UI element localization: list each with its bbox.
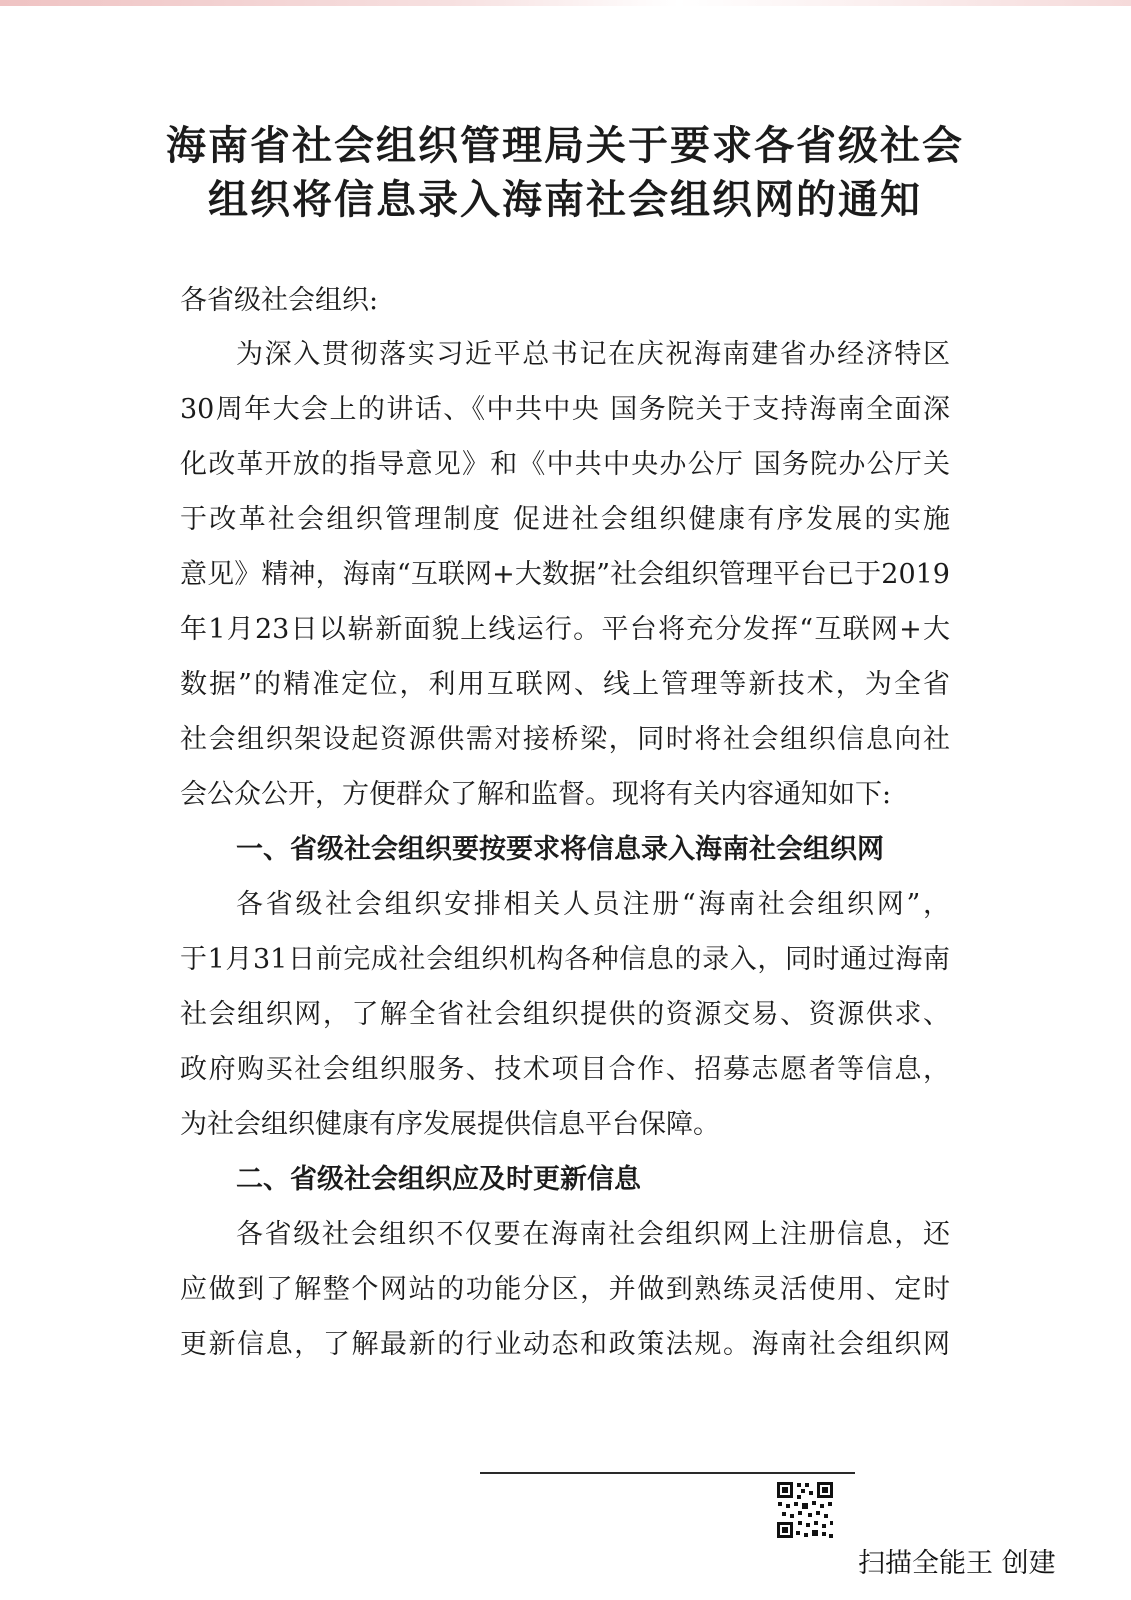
salutation: 各省级社会组织: [180, 285, 379, 316]
document-title-line-1: 海南省社会组织管理局关于要求各省级社会 [166, 123, 964, 169]
paragraph-1-line: 会公众公开，方便群众了解和监督。现将有关内容通知如下: [180, 779, 892, 810]
section-1-line: 于1月31日前完成社会组织机构各种信息的录入，同时通过海南 [180, 944, 950, 975]
paragraph-1-line: 化改革开放的指导意见》和《中共中央办公厅 国务院办公厅关 [180, 449, 950, 480]
paragraph-1-line: 为深入贯彻落实习近平总书记在庆祝海南建省办经济特区 [236, 339, 950, 370]
section-1-line: 政府购买社会组织服务、技术项目合作、招募志愿者等信息， [180, 1054, 950, 1085]
section-1-line: 各省级社会组织安排相关人员注册“海南社会组织网”， [236, 889, 950, 920]
scanner-watermark: 扫描全能王 创建 [858, 1548, 1056, 1579]
document-title-line-2: 组织将信息录入海南社会组织网的通知 [208, 177, 922, 223]
section-2-line: 更新信息，了解最新的行业动态和政策法规。海南社会组织网 [180, 1329, 950, 1360]
paragraph-1-line: 数据”的精准定位，利用互联网、线上管理等新技术，为全省 [180, 669, 950, 700]
section-1-line: 社会组织网，了解全省社会组织提供的资源交易、资源供求、 [180, 999, 950, 1030]
section-2-line: 各省级社会组织不仅要在海南社会组织网上注册信息，还 [236, 1219, 950, 1250]
footer-divider [480, 1472, 855, 1474]
section-2-line: 应做到了解整个网站的功能分区，并做到熟练灵活使用、定时 [180, 1274, 950, 1305]
qr-code-icon [775, 1480, 835, 1540]
paragraph-1-line: 年1月23日以崭新面貌上线运行。平台将充分发挥“互联网+大 [180, 614, 950, 645]
paragraph-1-line: 社会组织架设起资源供需对接桥梁，同时将社会组织信息向社 [180, 724, 950, 755]
paragraph-1-line: 30周年大会上的讲话、《中共中央 国务院关于支持海南全面深 [180, 394, 950, 425]
section-2-heading: 二、省级社会组织应及时更新信息 [236, 1164, 641, 1195]
section-1-line: 为社会组织健康有序发展提供信息平台保障。 [180, 1109, 720, 1140]
page-top-edge [0, 0, 1131, 6]
paragraph-1-line: 意见》精神，海南“互联网+大数据”社会组织管理平台已于2019 [180, 559, 950, 590]
paragraph-1-line: 于改革社会组织管理制度 促进社会组织健康有序发展的实施 [180, 504, 950, 535]
section-1-heading: 一、省级社会组织要按要求将信息录入海南社会组织网 [236, 834, 884, 865]
